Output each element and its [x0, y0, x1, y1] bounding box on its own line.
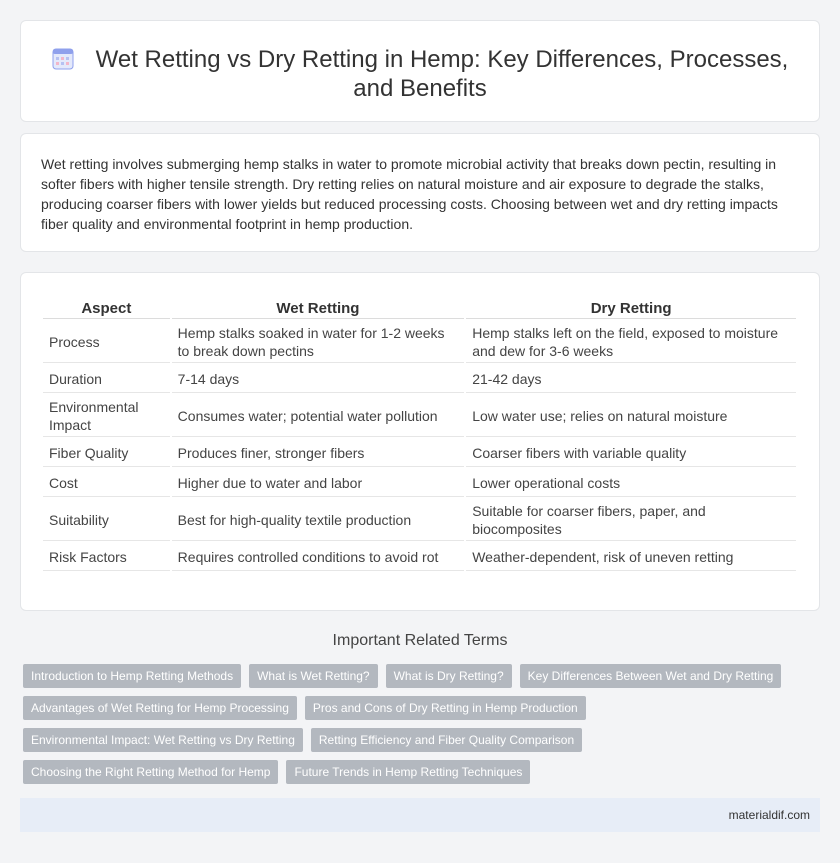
related-tag-advantages-wet-retting[interactable]: Advantages of Wet Retting for Hemp Processing [23, 696, 297, 720]
row-aspect: Risk Factors [43, 543, 170, 571]
related-tag-intro-retting-methods[interactable]: Introduction to Hemp Retting Methods [23, 664, 241, 688]
column-header-wet-retting: Wet Retting [172, 295, 465, 319]
footer-bar [20, 798, 820, 832]
row-dry-value: Low water use; relies on natural moisture [466, 395, 796, 437]
row-aspect: Environmental Impact [43, 395, 170, 437]
table-row [43, 499, 796, 541]
row-wet-value: 7-14 days [172, 365, 465, 393]
footer-site-name: materialdif.com [728, 808, 810, 822]
related-terms-tags [23, 664, 823, 784]
related-tag-what-is-dry-retting[interactable]: What is Dry Retting? [386, 664, 512, 688]
row-wet-value: Consumes water; potential water pollution [172, 395, 465, 437]
column-header-aspect: Aspect [43, 295, 170, 319]
related-terms-heading: Important Related Terms [332, 632, 508, 649]
related-tag-future-trends[interactable]: Future Trends in Hemp Retting Techniques [286, 760, 530, 784]
related-tag-efficiency-quality[interactable]: Retting Efficiency and Fiber Quality Comparison [311, 728, 582, 752]
related-tag-key-differences[interactable]: Key Differences Between Wet and Dry Retting [520, 664, 782, 688]
row-dry-value: Suitable for coarser fibers, paper, and biocomposites [466, 499, 796, 541]
column-header-dry-retting: Dry Retting [466, 295, 796, 319]
comparison-table [41, 293, 798, 573]
row-dry-value: Weather-dependent, risk of uneven retting [466, 543, 796, 571]
row-aspect: Suitability [43, 499, 170, 541]
related-tag-pros-cons-dry-retting[interactable]: Pros and Cons of Dry Retting in Hemp Production [305, 696, 586, 720]
row-wet-value: Higher due to water and labor [172, 469, 465, 497]
row-wet-value: Best for high-quality textile production [172, 499, 465, 541]
row-dry-value: Lower operational costs [466, 469, 796, 497]
row-wet-value: Hemp stalks soaked in water for 1-2 weeks to break down pectins [172, 321, 465, 363]
row-aspect: Cost [43, 469, 170, 497]
related-tag-choosing-method[interactable]: Choosing the Right Retting Method for Hemp [23, 760, 278, 784]
comparison-card [20, 272, 820, 611]
row-aspect: Duration [43, 365, 170, 393]
related-tag-environmental-impact[interactable]: Environmental Impact: Wet Retting vs Dry Retting [23, 728, 303, 752]
row-aspect: Fiber Quality [43, 439, 170, 467]
row-aspect: Process [43, 321, 170, 363]
row-dry-value: Coarser fibers with variable quality [466, 439, 796, 467]
intro-paragraph: Wet retting involves submerging hemp stalks in water to promote microbial activity that breaks down pectin, resulting in softer fibers with higher tensile strength. Dry retting relies on natural moisture and air exposure to degrade the stalks, producing coarser fibers with lower yields but reduced processing costs. Choosing between wet and dry retting impacts fiber quality and environmental footprint in hemp production. [41, 156, 778, 232]
row-wet-value: Requires controlled conditions to avoid rot [172, 543, 465, 571]
row-dry-value: 21-42 days [466, 365, 796, 393]
table-row [43, 469, 796, 497]
title-card [20, 20, 820, 122]
table-row [43, 321, 796, 363]
page-title [21, 45, 819, 103]
table-row [43, 395, 796, 437]
intro-card [20, 133, 820, 252]
row-dry-value: Hemp stalks left on the field, exposed to moisture and dew for 3-6 weeks [466, 321, 796, 363]
table-row [43, 365, 796, 393]
table-row [43, 543, 796, 571]
table-row [43, 439, 796, 467]
related-tag-what-is-wet-retting[interactable]: What is Wet Retting? [249, 664, 378, 688]
document-list-icon [52, 48, 74, 70]
page-title-text: Wet Retting vs Dry Retting in Hemp: Key Differences, Processes, and Benefits [95, 46, 789, 102]
row-wet-value: Produces finer, stronger fibers [172, 439, 465, 467]
table-header-row [43, 295, 796, 319]
